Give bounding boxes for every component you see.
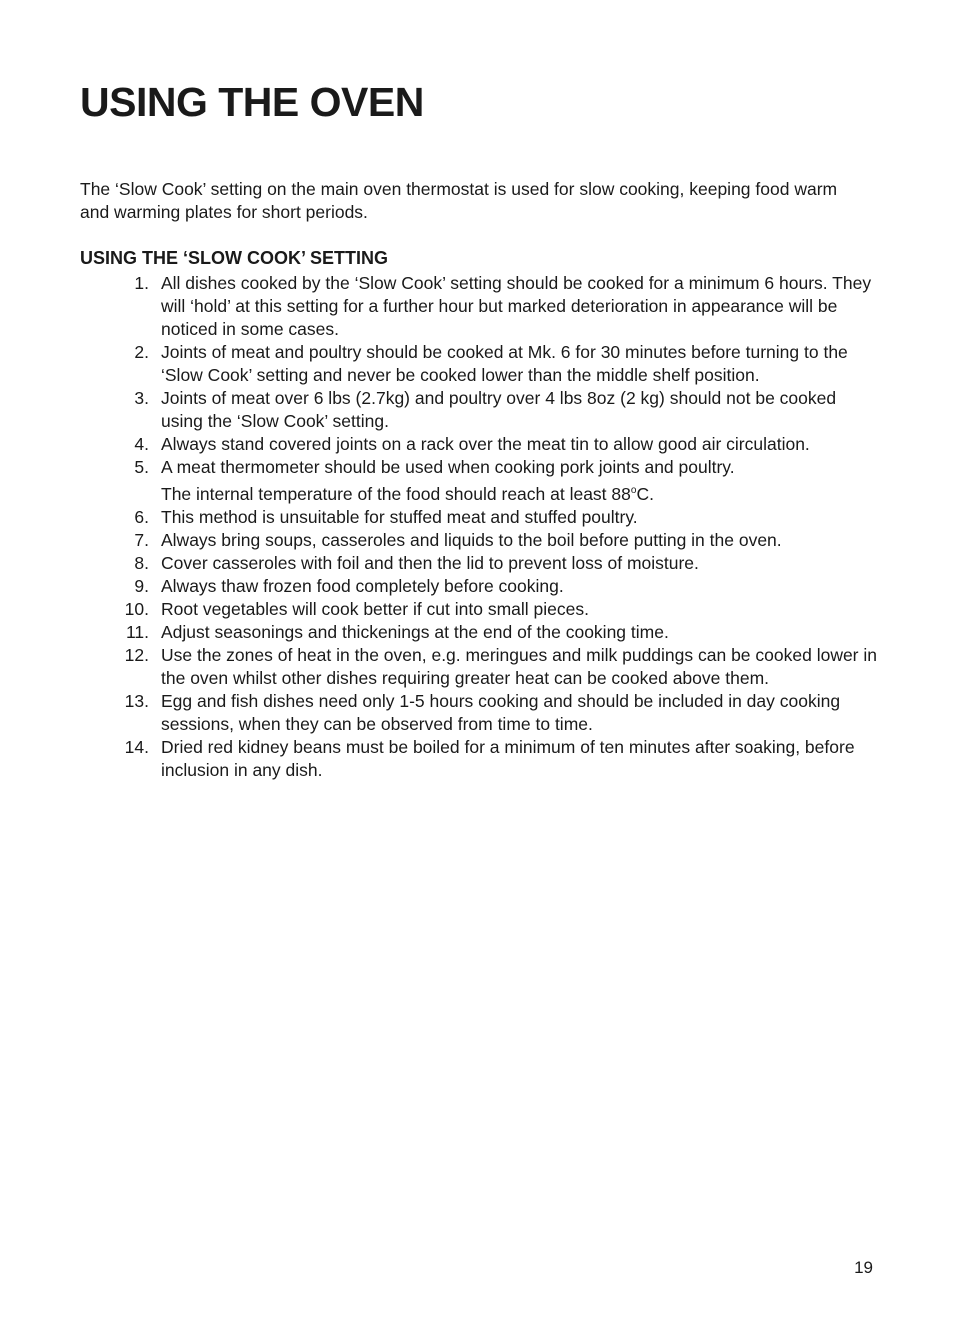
item-number: 10. <box>124 598 149 619</box>
degree-symbol: o <box>630 485 637 496</box>
item-text: Joints of meat and poultry should be cooked at Mk. 6 for 30 minutes before turning to the ‘Slow Cook’ setting and never be cooked lower than the middle shelf position. <box>161 342 848 385</box>
item-text: Cover casseroles with foil and then the lid to prevent loss of moisture. <box>161 552 699 573</box>
item-number: 3. <box>134 388 149 408</box>
item-text: Always bring soups, casseroles and liquids to the boil before putting in the oven. <box>161 529 782 550</box>
list-item <box>80 506 880 529</box>
item-text: Egg and fish dishes need only 1-5 hours cooking and should be included in day cooking sessions, when they can be observed from time to time. <box>161 690 841 734</box>
list-item <box>80 552 880 575</box>
item-text: Use the zones of heat in the oven, e.g. meringues and milk puddings can be cooked lower in the oven whilst other dishes requiring greater heat can be cooked above them. <box>161 644 877 688</box>
item-number: 11. <box>125 621 149 642</box>
item-text: Joints of meat over 6 lbs (2.7kg) and poultry over 4 lbs 8oz (2 kg) should not be cooked using the ‘Slow Cook’ setting. <box>161 388 837 431</box>
page-number: 19 <box>854 1258 873 1277</box>
item-text-continued <box>161 479 880 506</box>
item-number: 2. <box>134 342 149 362</box>
item-text: This method is unsuitable for stuffed meat and stuffed poultry. <box>161 506 638 527</box>
item-number: 8. <box>134 552 149 573</box>
item-text: All dishes cooked by the ‘Slow Cook’ setting should be cooked for a minimum 6 hours. They will ‘hold’ at this setting for a further hour but marked deterioration in appearance will be noticed in some cases. <box>161 273 872 339</box>
temperature-unit: C. <box>636 483 654 504</box>
item-number: 6. <box>134 506 149 527</box>
list-item <box>80 341 880 387</box>
list-item <box>80 575 880 598</box>
item-number: 4. <box>134 434 149 454</box>
item-text: Root vegetables will cook better if cut into small pieces. <box>161 598 589 619</box>
item-number: 1. <box>134 273 149 293</box>
item-text: Always thaw frozen food completely before cooking. <box>161 575 564 596</box>
intro-paragraph: The ‘Slow Cook’ setting on the main oven thermostat is used for slow cooking, keeping food warm and warming plates for short periods. <box>80 179 838 222</box>
item-text: Adjust seasonings and thickenings at the end of the cooking time. <box>161 621 669 642</box>
temperature-text: The internal temperature of the food should reach at least 88 <box>161 483 631 504</box>
item-number: 12. <box>124 644 149 665</box>
list-item <box>80 598 880 621</box>
item-number: 13. <box>124 690 149 711</box>
page-title: USING THE OVEN <box>80 79 424 125</box>
item-number: 14. <box>124 736 149 757</box>
list-item <box>80 690 880 736</box>
item-number: 9. <box>134 575 149 596</box>
item-number: 7. <box>134 529 149 550</box>
item-text: Always stand covered joints on a rack over the meat tin to allow good air circulation. <box>161 434 810 454</box>
list-item <box>80 456 880 506</box>
list-item <box>80 736 880 782</box>
instruction-list <box>80 272 880 782</box>
item-number: 5. <box>134 457 149 477</box>
list-item <box>80 529 880 552</box>
list-item <box>80 621 880 644</box>
section-heading: USING THE ‘SLOW COOK’ SETTING <box>80 248 389 268</box>
list-item <box>80 433 880 456</box>
list-item <box>80 644 880 690</box>
item-text: Dried red kidney beans must be boiled for a minimum of ten minutes after soaking, before inclusion in any dish. <box>161 736 855 780</box>
list-item <box>80 272 880 341</box>
list-item <box>80 387 880 433</box>
item-text: A meat thermometer should be used when cooking pork joints and poultry. <box>161 457 735 477</box>
